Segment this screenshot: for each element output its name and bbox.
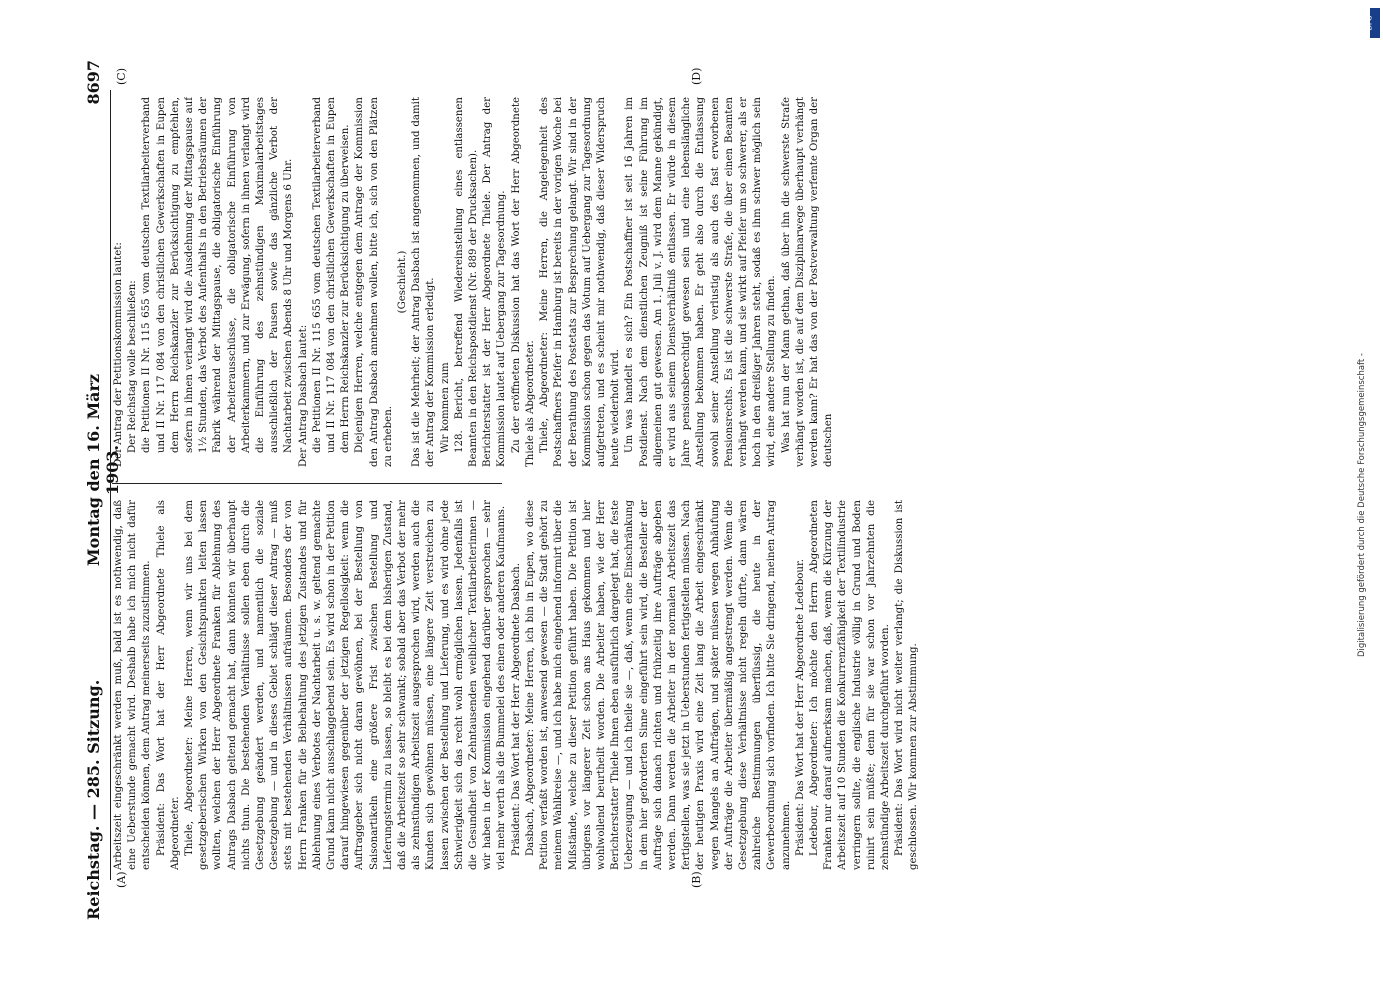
paragraph: Thiele, Abgeordneter: Meine Herren, wenn wir uns bei dem gesetzgeberischen Wirken von den Gesichtspunkten leiten lassen wollten, welchen der Herr Abgeordnete Franken für Ablehnung des Antrags Dasbach geltend gemacht hat, dann könnten wir überhaupt nichts thun. Die bestehenden Verhältnisse sollen eben durch die Gesetzgebung geändert werden, und namentlich die soziale Gesetzgebung — und in dieses Gebiet schlägt dieser Antrag — muß stets mit bestehenden Verhältnissen aufräumen. Besonders der von Herrn Franken für die Beibehaltung des jetzigen Zustandes und für Ablehnung eines Verbotes der Nachtarbeit u. s. w. geltend gemachte Grund kann nicht ausschlaggebend sein. Es wird schon in der Petition darauf hingewiesen gegenüber der jetzigen Regellosigkeit: wenn die Auftraggeber sich nicht daran gewöhnen, bei der Bestellung von Saisonartikeln eine größere Frist zwischen Bestellung und Lieferungstermin zu lassen, so bleibt es bei dem bisherigen Zustand, daß die Arbeitszeit so sehr schwankt; sobald aber das Verbot der mehr als zehnstündigen Arbeitszeit ausgesprochen wird, werden auch die Kunden sich gewöhnen müssen, eine längere Zeit verstreichen zu lassen zwischen der Bestellung und Lieferung, und es wird ohne jede Schwierigkeit sich das recht wohl ermöglichen lassen. Jedenfalls ist die Gesundheit von Zehntausenden weiblicher Textilarbeiterinnen — wir haben in der Kommission eingehend darüber gesprochen — sehr viel mehr werth als die Bummelei des einen oder anderen Kaufmanns. [184, 500, 508, 870]
paragraph: die Petitionen II Nr. 115 655 vom deutschen Textilarbeiterverband und II Nr. 117 084 von den christlichen Gewerkschaften in Eupen dem Herrn Reichskanzler zur Berücksichtigung zu empfehlen, sofern in ihnen verlangt wird die Ausdehnung der Mittagspause auf 1½ Stunden, das Verbot des Aufenthalts in den Betriebsräumen der Fabrik während der Mittagspause, die obligatorische Einführung der Arbeiterausschüsse, die obligatorische Einführung von Arbeiterkammern, und zur Erwägung, sofern in ihnen verlangt wird die Einführung des zehnstündigen Maximalarbeitstages ausschließlich der Pausen sowie das gänzliche Verbot der Nachtarbeit zwischen Abends 8 Uhr und Morgens 6 Uhr. [141, 97, 295, 453]
margin-letter-a: (A) [115, 871, 128, 888]
margin-letter-b: (B) [690, 871, 703, 888]
margin-letter-c: (C) [115, 68, 128, 85]
credit-text: Digitalisierung gefördert durch die Deutsche Forschungsgemeinschaft - [1357, 353, 1367, 657]
paragraph: Präsident: Das Wort hat der Herr Abgeordnete Ledebour. [794, 559, 806, 856]
paragraph: Der Antrag der Petitionskommission lautet: [113, 242, 124, 467]
paragraph: Um was handelt es sich? Ein Postschaffner ist seit 16 Jahren im Postdienst. Nach dem dienstlichen Zeugniß ist seine Führung im allgemeinen gut gewesen. Am 1. Juli v. J. wird dem Manne gekündigt, er wird aus seinem Dienstverhältniß entlassen. Er würde in diesem Jahre pensionsberechtigt gewesen sein und eine lebenslängliche Anstellung bekommen haben. Er geht also durch die Entlassung sowohl seiner Anstellung verlustig als auch des fast erworbenen Pensionsrechts. Es ist die schwerste Strafe, die über einen Beamten verhängt werden kann, und sie wirkt auf Pfeifer um so schwerer, als er hoch in den dreißiger Jahren steht, sodaß es ihm schwer möglich sein wird, eine andere Stellung zu finden. [624, 97, 778, 467]
paragraph: Wir kommen zum [439, 362, 451, 453]
header-rule [110, 90, 111, 880]
dfg-logo [1365, 8, 1380, 38]
header-date: Montag den 16. März 1903. [84, 373, 122, 567]
dfg-label: DFG [1365, 15, 1374, 31]
paragraph: Präsident: Das Wort hat der Herr Abgeordnete Thiele als Abgeordneter. [155, 500, 181, 870]
digitization-credit [1352, 20, 1372, 980]
paragraph: Thiele, Abgeordneter: Meine Herren, die Angelegenheit des Postschaffners Pfeifer in Hamburg ist bereits in der vorigen Woche bei der Berathung des Postetats zur Besprechung gelangt. Wir sind in der Kommission schon gegen das Votum auf Uebergang zur Tagesordnung aufgetreten, und es scheint mir nothwendig, daß dieser Widerspruch heute wiederholt wird. [539, 97, 622, 467]
paragraph: Präsident: Das Wort hat der Herr Abgeordnete Dasbach. [510, 563, 522, 856]
paragraph: Berichterstatter ist der Herr Abgeordnete Thiele. Der Antrag der Kommission lautet auf Uebergang zur Tagesordnung. [482, 97, 508, 467]
margin-letter-d: (D) [690, 67, 703, 85]
paragraph: Dasbach, Abgeordneter: Meine Herren, ich bin in Eupen, wo diese Petition verfaßt worden ist, anwesend gewesen — die Stadt gehört zu meinem Wahlkreise —, und ich habe mich eingehend informirt über die Mißstände, welche zu dieser Petition geführt haben. Die Petition ist übrigens vor längerer Zeit schon ans Haus gekommen und hier wohlwollend beurtheilt worden. Die Arbeiter haben, wie der Herr Berichterstatter Thiele Ihnen eben ausführlich dargelegt hat, die feste Ueberzeugung — und ich theile sie —, daß, wenn eine Einschränkung in dem hier geforderten Sinne eingeführt sein wird, die Besteller der Aufträge sich danach richten und frühzeitig ihre Aufträge abgeben werden. Dann werden die Arbeiter in der normalen Arbeitszeit das fertigstellen, was sie jetzt in Ueberstunden fertigstellen müssen. Nach der heutigen Praxis wird eine Zeit lang die Arbeit eingeschränkt wegen Mangels an Aufträgen, und später müssen wegen Anhäufung der Aufträge die Arbeiter übermäßig angestrengt werden. Wenn die Gesetzgebung diese Verhältnisse nicht regeln dürfte, dann wären zahlreiche Bestimmungen überflüssig, die heute in der Gewerbeordnung sich vorfinden. Ich bitte Sie dringend, meinen Antrag anzunehmen. [524, 500, 792, 870]
paragraph: Präsident: Das Wort wird nicht weiter verlangt; die Diskussion ist geschlossen. Wir kommen zur Abstimmung. [894, 500, 920, 870]
header-session: Reichstag. — 285. Sitzung. [84, 679, 103, 920]
column-divider [112, 483, 502, 484]
text-column-left [112, 500, 1297, 870]
header-page-number: 8697 [84, 60, 103, 105]
paragraph: die Petitionen II Nr. 115 655 vom deutschen Textilarbeiterverband und II Nr. 117 084 von den christlichen Gewerkschaften in Eupen dem Herrn Reichskanzler zur Berücksichtigung zu überweisen. [311, 97, 352, 453]
paragraph: Arbeitszeit eingeschränkt werden muß, bald ist es nothwendig, daß eine Ueberstunde gemacht wird. Deshalb habe ich mich nicht dafür entscheiden können, dem Antrag meinerseits zuzustimmen. [113, 500, 153, 870]
paragraph: Das ist die Mehrheit; der Antrag Dasbach ist angenommen, und damit der Antrag der Kommission erledigt. [411, 97, 437, 467]
paragraph: Der Antrag Dasbach lautet: [297, 324, 309, 467]
text-column-right [112, 97, 1297, 467]
paragraph: Was hat nun der Mann gethan, daß über ihn die schwerste Strafe verhängt worden ist, die auf dem Disziplinarwege überhaupt verhängt werden kann? Er hat das von der Postverwaltung verfemte Organ der deutschen [780, 97, 835, 467]
paragraph: Ledebour, Abgeordneter: Ich möchte den Herrn Abgeordneten Franken nur darauf aufmerksam machen, daß, wenn die Kürzung der Arbeitszeit auf 10 Stunden die Konkurrenzfähigkeit der Textilindustrie verringern sollte, die englische Industrie völlig in Grund und Boden ruinirt sein müßte; denn für sie war schon vor Jahrzehnten die zehnstündige Arbeitszeit durchgeführt worden. [808, 500, 891, 870]
paragraph: Zu der eröffneten Diskussion hat das Wort der Herr Abgeordnete Thiele als Abgeordneter. [510, 97, 536, 467]
paragraph: (Geschieht.) [397, 250, 409, 314]
paragraph: 128. Bericht, betreffend Wiedereinstellung eines entlassenen Beamten in den Reichspostdienst (Nr. 889 der Drucksachen). [453, 97, 480, 467]
paragraph: Der Reichstag wolle beschließen: [127, 280, 139, 453]
paragraph: Diejenigen Herren, welche entgegen dem Antrage der Kommission den Antrag Dasbach annehmen wollen, bitte ich, sich von den Plätzen zu erheben. [354, 97, 394, 467]
